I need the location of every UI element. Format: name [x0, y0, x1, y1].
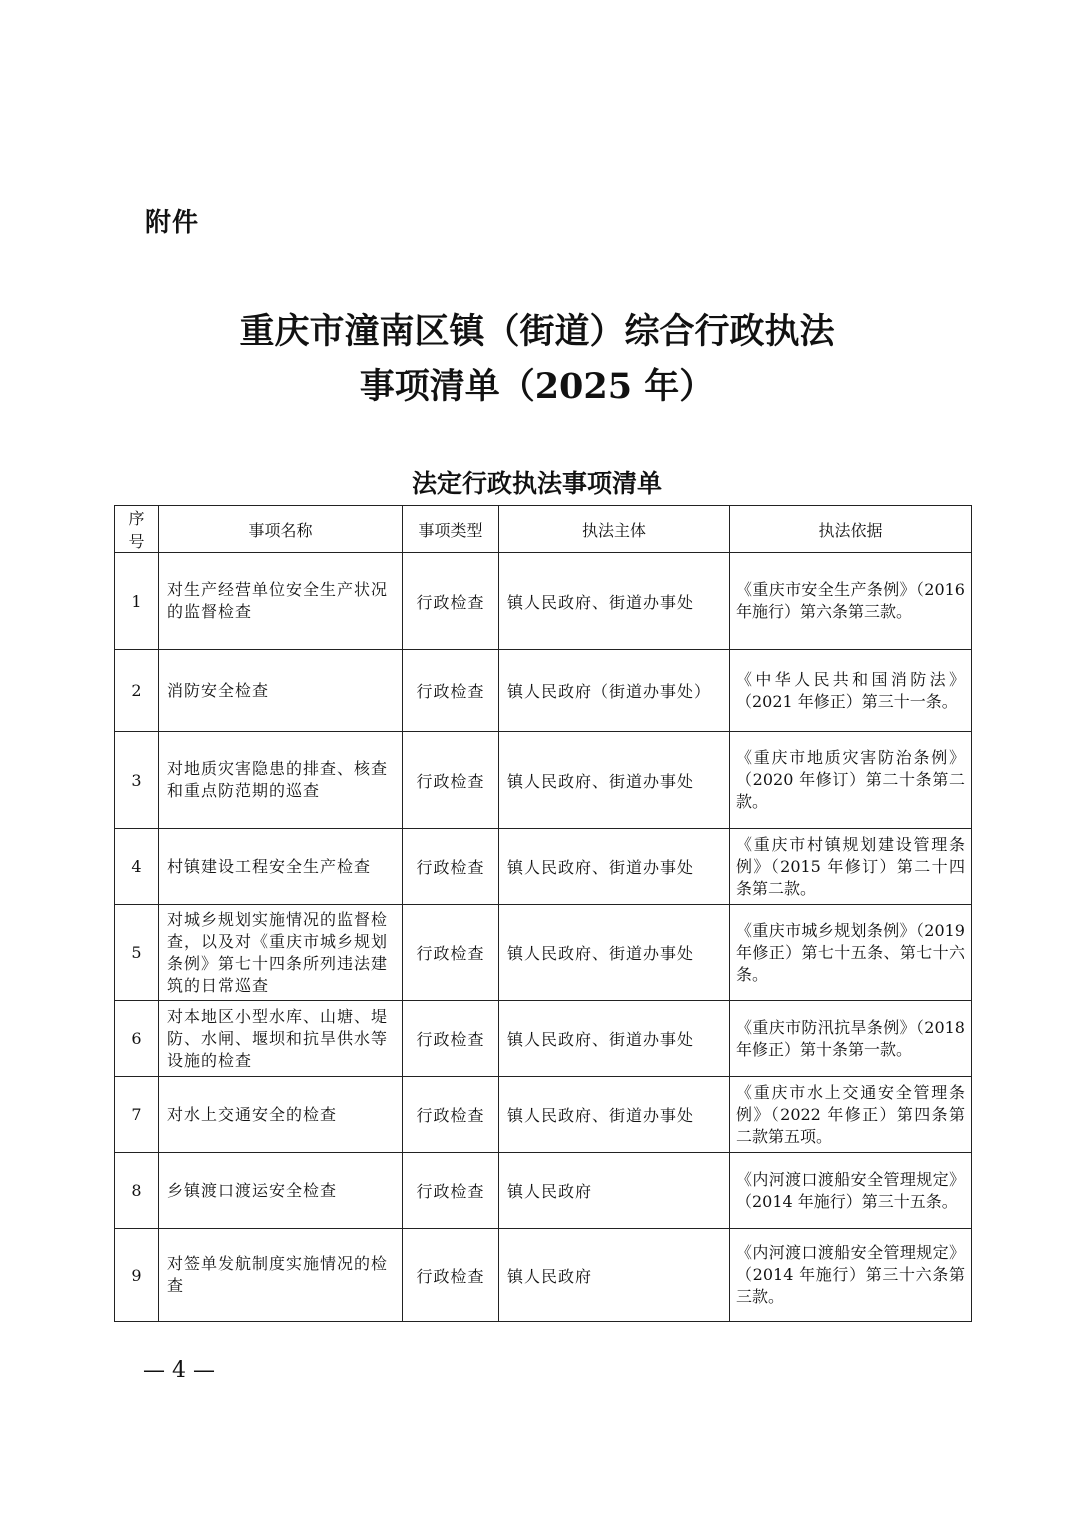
row-name: 村镇建设工程安全生产检查 [159, 829, 403, 905]
table-row [115, 650, 972, 732]
row-body: 镇人民政府、街道办事处 [499, 905, 730, 1001]
row-no: 3 [115, 732, 159, 829]
row-name: 对生产经营单位安全生产状况的监督检查 [159, 553, 403, 650]
row-body: 镇人民政府 [499, 1153, 730, 1229]
header-name: 事项名称 [159, 506, 403, 553]
row-type: 行政检查 [403, 1229, 499, 1322]
table-row [115, 553, 972, 650]
row-body: 镇人民政府、街道办事处 [499, 732, 730, 829]
row-no: 2 [115, 650, 159, 732]
row-no: 4 [115, 829, 159, 905]
document-title-line-1: 重庆市潼南区镇（街道）综合行政执法 [239, 311, 835, 352]
document-title-line-2: 事项清单（2025 年） [359, 366, 715, 407]
row-basis: 《重庆市城乡规划条例》（2019 年修正）第七十五条、第七十六条。 [730, 905, 972, 1001]
row-no: 7 [115, 1077, 159, 1153]
row-body: 镇人民政府（街道办事处） [499, 650, 730, 732]
table-row [115, 829, 972, 905]
row-body: 镇人民政府、街道办事处 [499, 829, 730, 905]
row-name: 对城乡规划实施情况的监督检查，以及对《重庆市城乡规划条例》第七十四条所列违法建筑的日常巡查 [159, 905, 403, 1001]
table-header-row [115, 506, 972, 553]
row-body: 镇人民政府、街道办事处 [499, 1077, 730, 1153]
header-basis: 执法依据 [730, 506, 972, 553]
row-type: 行政检查 [403, 1153, 499, 1229]
table-row [115, 1229, 972, 1322]
row-name: 对本地区小型水库、山塘、堤防、水闸、堰坝和抗旱供水等设施的检查 [159, 1001, 403, 1077]
table-row [115, 1077, 972, 1153]
row-basis: 《内河渡口渡船安全管理规定》（2014 年施行）第三十五条。 [730, 1153, 972, 1229]
row-no: 9 [115, 1229, 159, 1322]
row-basis: 《重庆市村镇规划建设管理条例》（2015 年修订）第二十四条第二款。 [730, 829, 972, 905]
row-basis: 《重庆市水上交通安全管理条例》（2022 年修正）第四条第二款第五项。 [730, 1077, 972, 1153]
row-no: 8 [115, 1153, 159, 1229]
row-type: 行政检查 [403, 1001, 499, 1077]
row-basis: 《重庆市安全生产条例》（2016 年施行）第六条第三款。 [730, 553, 972, 650]
row-name: 对水上交通安全的检查 [159, 1077, 403, 1153]
row-type: 行政检查 [403, 732, 499, 829]
document-title [0, 304, 1074, 414]
row-no: 6 [115, 1001, 159, 1077]
table-row [115, 732, 972, 829]
table-row [115, 1153, 972, 1229]
row-no: 5 [115, 905, 159, 1001]
header-no: 序号 [115, 506, 159, 553]
row-body: 镇人民政府、街道办事处 [499, 1001, 730, 1077]
row-no: 1 [115, 553, 159, 650]
page-number: — 4 — [143, 1358, 215, 1383]
row-name: 乡镇渡口渡运安全检查 [159, 1153, 403, 1229]
row-type: 行政检查 [403, 553, 499, 650]
header-type: 事项类型 [403, 506, 499, 553]
enforcement-items-table [114, 505, 972, 1322]
table-row [115, 905, 972, 1001]
header-body: 执法主体 [499, 506, 730, 553]
row-type: 行政检查 [403, 905, 499, 1001]
row-name: 对地质灾害隐患的排查、核查和重点防范期的巡查 [159, 732, 403, 829]
attachment-label: 附件 [145, 208, 200, 238]
row-basis: 《内河渡口渡船安全管理规定》（2014 年施行）第三十六条第三款。 [730, 1229, 972, 1322]
row-type: 行政检查 [403, 1077, 499, 1153]
row-basis: 《重庆市地质灾害防治条例》（2020 年修订）第二十条第二款。 [730, 732, 972, 829]
table-row [115, 1001, 972, 1077]
row-body: 镇人民政府 [499, 1229, 730, 1322]
row-body: 镇人民政府、街道办事处 [499, 553, 730, 650]
row-type: 行政检查 [403, 829, 499, 905]
row-name: 消防安全检查 [159, 650, 403, 732]
row-name: 对签单发航制度实施情况的检查 [159, 1229, 403, 1322]
row-type: 行政检查 [403, 650, 499, 732]
table-title: 法定行政执法事项清单 [411, 469, 662, 498]
row-basis: 《重庆市防汛抗旱条例》（2018 年修正）第十条第一款。 [730, 1001, 972, 1077]
row-basis: 《中华人民共和国消防法》（2021 年修正）第三十一条。 [730, 650, 972, 732]
